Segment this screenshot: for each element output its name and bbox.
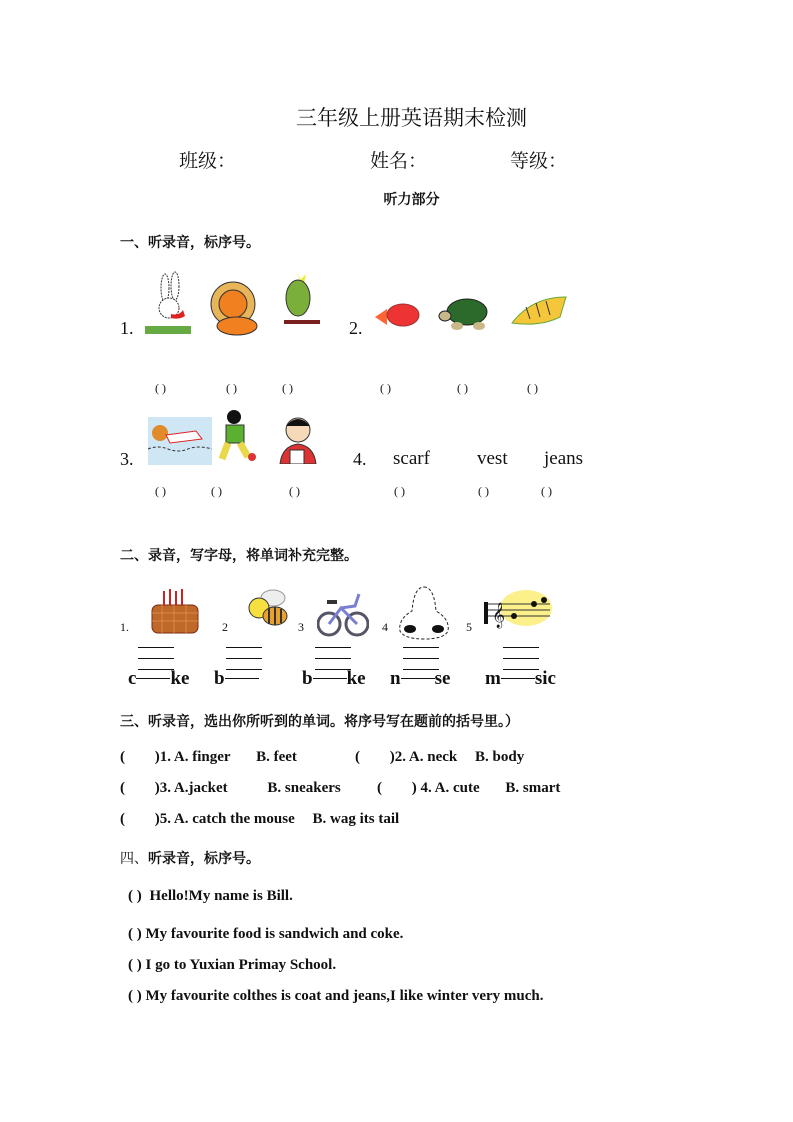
word-bee[interactable]: [214, 668, 259, 690]
word-scarf: scarf: [393, 448, 430, 469]
turtle-picture: [437, 294, 497, 332]
option-b: B. body: [475, 749, 525, 765]
boy-picture: [276, 412, 320, 464]
answer-blank[interactable]: ( ): [478, 484, 489, 498]
group-number: 3.: [120, 449, 134, 469]
grade-field-label: 等级：: [510, 150, 568, 172]
bike-picture: [317, 588, 369, 640]
word-jeans: jeans: [544, 448, 584, 469]
parrot-picture: [278, 268, 322, 334]
letter-blank[interactable]: [225, 678, 259, 679]
letter-blank[interactable]: [501, 678, 535, 679]
word-music[interactable]: [485, 668, 556, 690]
word-suffix: se: [434, 668, 451, 689]
section1-heading: 一、听录音，标序号。: [120, 235, 260, 251]
answer-blank[interactable]: ( ): [282, 381, 293, 395]
word-bike[interactable]: [302, 668, 366, 690]
item-number: 2: [222, 620, 228, 634]
answer-blank[interactable]: ( ): [457, 381, 468, 395]
word-prefix: b: [302, 668, 313, 689]
choice-question-1: [120, 749, 297, 766]
answer-paren[interactable]: (: [120, 780, 125, 796]
section4-title: 听录音，标序号。: [148, 851, 260, 867]
answer-paren[interactable]: ( ): [128, 888, 142, 904]
answer-paren[interactable]: (: [377, 780, 382, 796]
word-prefix: b: [214, 668, 225, 689]
letter-blank[interactable]: [313, 678, 347, 679]
tiger-picture: [506, 293, 568, 333]
option-a: )3. A.jacket: [154, 780, 228, 796]
word-suffix: ke: [346, 668, 366, 689]
answer-blank[interactable]: ( ): [380, 381, 391, 395]
sentence-text: My favourite colthes is coat and jeans,I like winter very much.: [145, 988, 544, 1004]
answer-paren[interactable]: (: [120, 811, 125, 827]
music-notes-picture: [484, 590, 554, 630]
word-cake[interactable]: [128, 668, 189, 690]
sentence-text: I go to Yuxian Primay School.: [145, 957, 337, 973]
answer-paren[interactable]: ( ): [128, 957, 142, 973]
answer-blank[interactable]: ( ): [289, 484, 300, 498]
word-prefix: m: [485, 668, 501, 689]
lion-picture: [207, 280, 263, 336]
option-b: B. wag its tail: [312, 811, 400, 827]
word-prefix: n: [390, 668, 401, 689]
item-number: 3: [298, 620, 304, 634]
svg-text:𝄞: 𝄞: [492, 603, 506, 628]
word-nose[interactable]: [390, 668, 450, 690]
word-prefix: c: [128, 668, 137, 689]
sentence-text: My favourite food is sandwich and coke.: [145, 926, 404, 942]
answer-blank[interactable]: ( ): [226, 381, 237, 395]
sentence-item: [128, 957, 336, 974]
page-title: 三年级上册英语期末检测: [296, 106, 527, 130]
section4-number: 四、: [120, 851, 148, 867]
group-number: 2.: [349, 318, 363, 338]
word-suffix: ke: [170, 668, 190, 689]
option-a: )5. A. catch the mouse: [154, 811, 295, 827]
cake-picture: [146, 585, 204, 637]
answer-paren[interactable]: (: [355, 749, 360, 765]
item-number: 4: [382, 620, 388, 634]
option-b: B. feet: [256, 749, 297, 765]
answer-blank[interactable]: ( ): [155, 381, 166, 395]
class-field-label: 班级：: [179, 150, 237, 172]
word-suffix: sic: [534, 668, 556, 689]
group-number: 1.: [120, 318, 134, 338]
section2-heading: 二、录音，写字母，将单词补充完整。: [120, 548, 358, 564]
sentence-text: Hello!My name is Bill.: [149, 888, 293, 904]
section3-heading: 三、听录音，选出你所听到的单词。将序号写在题前的括号里。）: [120, 714, 519, 730]
listening-subtitle: 听力部分: [383, 192, 440, 208]
option-b: B. sneakers: [267, 780, 341, 796]
choice-question-3: [120, 780, 341, 797]
answer-paren[interactable]: ( ): [128, 988, 142, 1004]
letter-blank[interactable]: [401, 678, 435, 679]
sentence-item: [128, 926, 403, 943]
answer-paren[interactable]: (: [120, 749, 125, 765]
choice-question-5: [120, 811, 399, 828]
answer-blank[interactable]: ( ): [541, 484, 552, 498]
item-number: 5: [466, 620, 472, 634]
option-a: )1. A. finger: [154, 749, 231, 765]
group-number: 4.: [353, 449, 367, 469]
answer-blank[interactable]: ( ): [155, 484, 166, 498]
item-number: 1.: [120, 620, 129, 634]
bee-picture: [243, 588, 291, 632]
option-a: ) 4. A. cute: [411, 780, 480, 796]
option-b: B. smart: [505, 780, 561, 796]
running-picture: [216, 409, 260, 465]
answer-paren[interactable]: ( ): [128, 926, 142, 942]
nose-picture: [396, 585, 452, 641]
sentence-item: [128, 988, 544, 1005]
answer-blank[interactable]: ( ): [394, 484, 405, 498]
sentence-item: [128, 888, 293, 905]
goldfish-picture: [373, 295, 429, 335]
answer-blank[interactable]: ( ): [527, 381, 538, 395]
section4-heading: [120, 848, 260, 868]
answer-blank[interactable]: ( ): [211, 484, 222, 498]
name-field-label: 姓名：: [370, 150, 428, 172]
swimming-picture: [148, 417, 212, 465]
choice-question-4: [377, 780, 560, 797]
choice-question-2: [355, 749, 524, 766]
rabbit-picture: [143, 270, 193, 336]
letter-blank[interactable]: [136, 678, 170, 679]
word-vest: vest: [477, 448, 508, 469]
option-a: )2. A. neck: [389, 749, 458, 765]
